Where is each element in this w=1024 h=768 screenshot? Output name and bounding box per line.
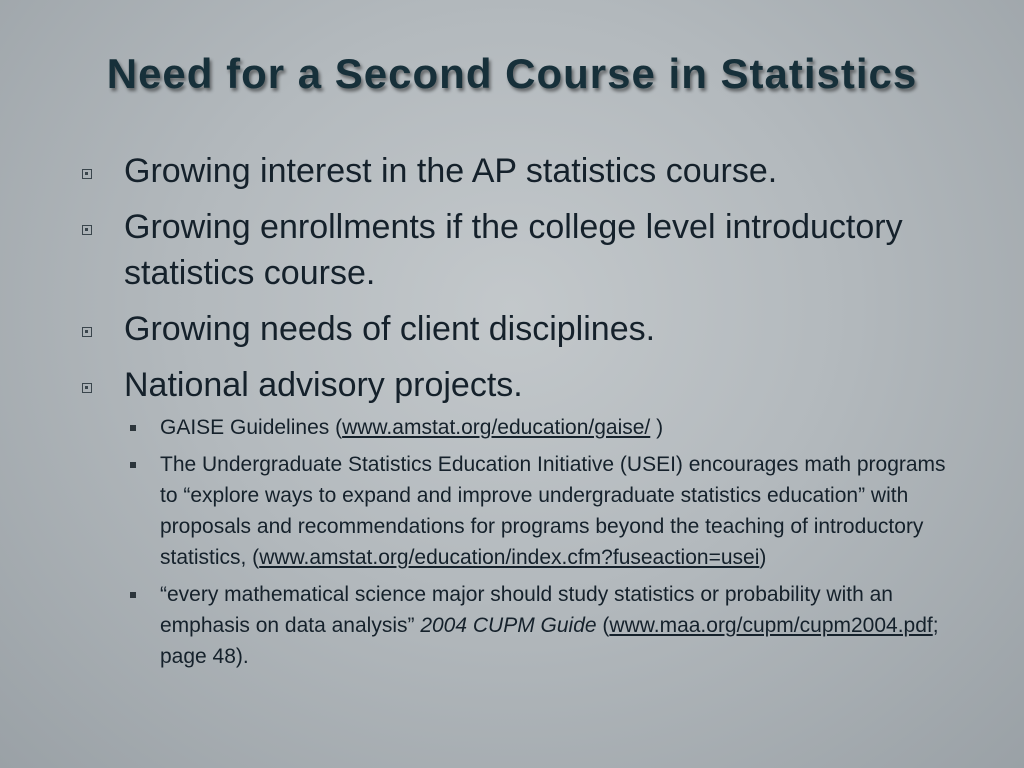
square-bullet-icon xyxy=(82,225,92,235)
bullet-item xyxy=(80,306,960,352)
sub-bullet-text: ) xyxy=(759,546,767,569)
sub-bullet-text: “every mathematical science major should study statistics or probability with an emphasis on data analysis” xyxy=(160,583,893,637)
slide-title: Need for a Second Course in Statistics xyxy=(106,50,918,97)
bullet-item xyxy=(80,362,960,408)
sub-bullet-text: The Undergraduate Statistics Education Initiative (USEI) encourages math programs to “explore ways to expand and improve undergraduate statistics education” with proposals and recommendations for programs beyond the teaching of introductory statistics, ( xyxy=(160,453,946,569)
square-bullet-icon xyxy=(82,383,92,393)
slide-content xyxy=(80,148,960,672)
bullet-item xyxy=(80,148,960,194)
sub-bullet-usei xyxy=(160,449,960,573)
sub-bullet-text: ( xyxy=(596,614,610,637)
bullet-text: Growing needs of client disciplines. xyxy=(124,310,656,348)
small-square-bullet-icon xyxy=(130,425,136,431)
bullet-text: National advisory projects. xyxy=(124,366,523,404)
small-square-bullet-icon xyxy=(130,462,136,468)
sub-bullet-text: GAISE Guidelines ( xyxy=(160,416,343,439)
bullet-text: Growing interest in the AP statistics course. xyxy=(124,152,778,190)
sub-bullet-text: ) xyxy=(650,416,664,439)
bullet-text: Growing enrollments if the college level introductory statistics course. xyxy=(124,208,903,292)
sub-bullet-text: ; page 48). xyxy=(160,614,939,668)
square-bullet-icon xyxy=(82,327,92,337)
sub-bullet-cupm xyxy=(160,579,960,672)
square-bullet-icon xyxy=(82,169,92,179)
cupm-guide-title: 2004 CUPM Guide xyxy=(420,614,597,637)
sub-bullet-gaise xyxy=(160,412,960,443)
gaise-link[interactable]: www.amstat.org/education/gaise/ xyxy=(342,416,651,439)
usei-link[interactable]: www.amstat.org/education/index.cfm?fuseaction=usei xyxy=(259,546,760,569)
small-square-bullet-icon xyxy=(130,592,136,598)
cupm-link[interactable]: www.maa.org/cupm/cupm2004.pdf xyxy=(609,614,933,637)
bullet-item xyxy=(80,204,960,296)
